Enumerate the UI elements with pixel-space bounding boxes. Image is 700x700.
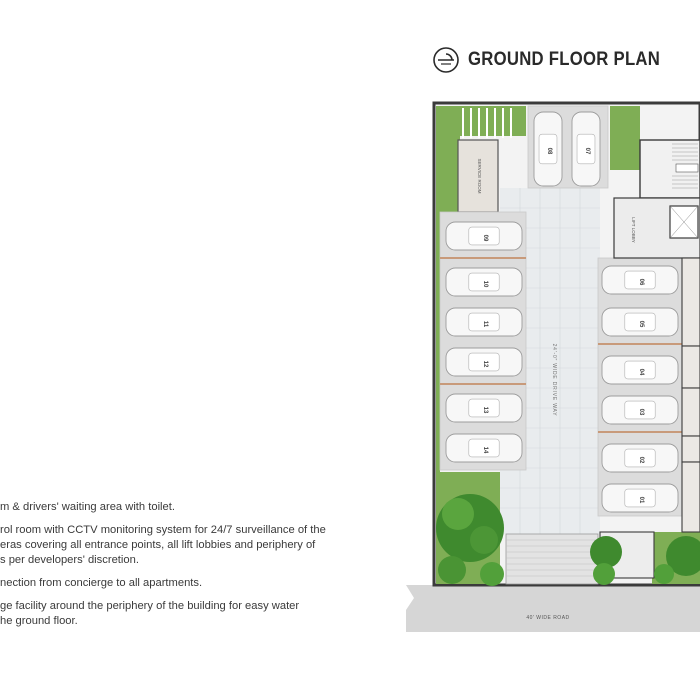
- parking-car: [602, 396, 678, 424]
- lawn-northwest: [436, 106, 460, 212]
- road: [406, 585, 700, 632]
- parking-number: 04: [638, 368, 644, 376]
- parking-number: 10: [482, 280, 488, 288]
- parking-number: 08: [546, 147, 552, 155]
- note-item: ge facility around the periphery of the building for easy water he ground floor.: [0, 600, 300, 627]
- tree-icon: [436, 494, 504, 562]
- parking-number: 03: [638, 408, 644, 416]
- note-item: nection from concierge to all apartments.: [0, 577, 203, 589]
- lawn-west-strip: [436, 212, 440, 482]
- parking-bay-west: [440, 212, 526, 470]
- note-item: rol room with CCTV monitoring system for 24/7 surveillance of the eras covering all entrance points, all lift lobbies and periphery of s per developers' discretion.: [0, 524, 326, 566]
- parking-car: [602, 484, 678, 512]
- parking-car: [446, 434, 522, 462]
- parking-car: [602, 266, 678, 294]
- parking-number: 02: [638, 456, 644, 464]
- parking-car: [572, 112, 600, 186]
- service-room-label: SERVICE ROOM: [477, 158, 482, 194]
- note-item: m & drivers' waiting area with toilet.: [0, 501, 175, 513]
- parking-car: [602, 444, 678, 472]
- drive-way-label: 24'-0" WIDE DRIVE WAY: [551, 343, 557, 417]
- road-label: 40' WIDE ROAD: [526, 615, 570, 621]
- parking-car: [602, 308, 678, 336]
- plan-title: GROUND FLOOR PLAN: [468, 49, 661, 70]
- parking-number: 09: [482, 234, 488, 242]
- lawn-north: [460, 106, 526, 136]
- parking-car: [602, 356, 678, 384]
- parking-number: 01: [638, 496, 644, 504]
- parking-car: [446, 222, 522, 250]
- lawn-northeast: [610, 106, 640, 170]
- parking-number: 07: [584, 147, 590, 155]
- parking-car: [534, 112, 562, 186]
- parking-car: [446, 348, 522, 376]
- parking-number: 12: [482, 360, 488, 368]
- parking-car: [446, 268, 522, 296]
- parking-car: [446, 394, 522, 422]
- parking-number: 11: [482, 320, 488, 328]
- parking-number: 06: [638, 278, 644, 286]
- parking-number: 13: [482, 406, 488, 414]
- tree-icon: [480, 562, 504, 586]
- entrance-steps: [506, 534, 598, 584]
- parking-number: 05: [638, 320, 644, 328]
- parking-bay-east: [598, 258, 682, 516]
- lift-lobby-label: LIFT LOBBY: [631, 217, 636, 243]
- parking-number: 14: [482, 446, 488, 454]
- stair-landing: [676, 164, 698, 172]
- east-rooms: [682, 258, 700, 532]
- parking-car: [446, 308, 522, 336]
- tree-icon: [438, 556, 466, 584]
